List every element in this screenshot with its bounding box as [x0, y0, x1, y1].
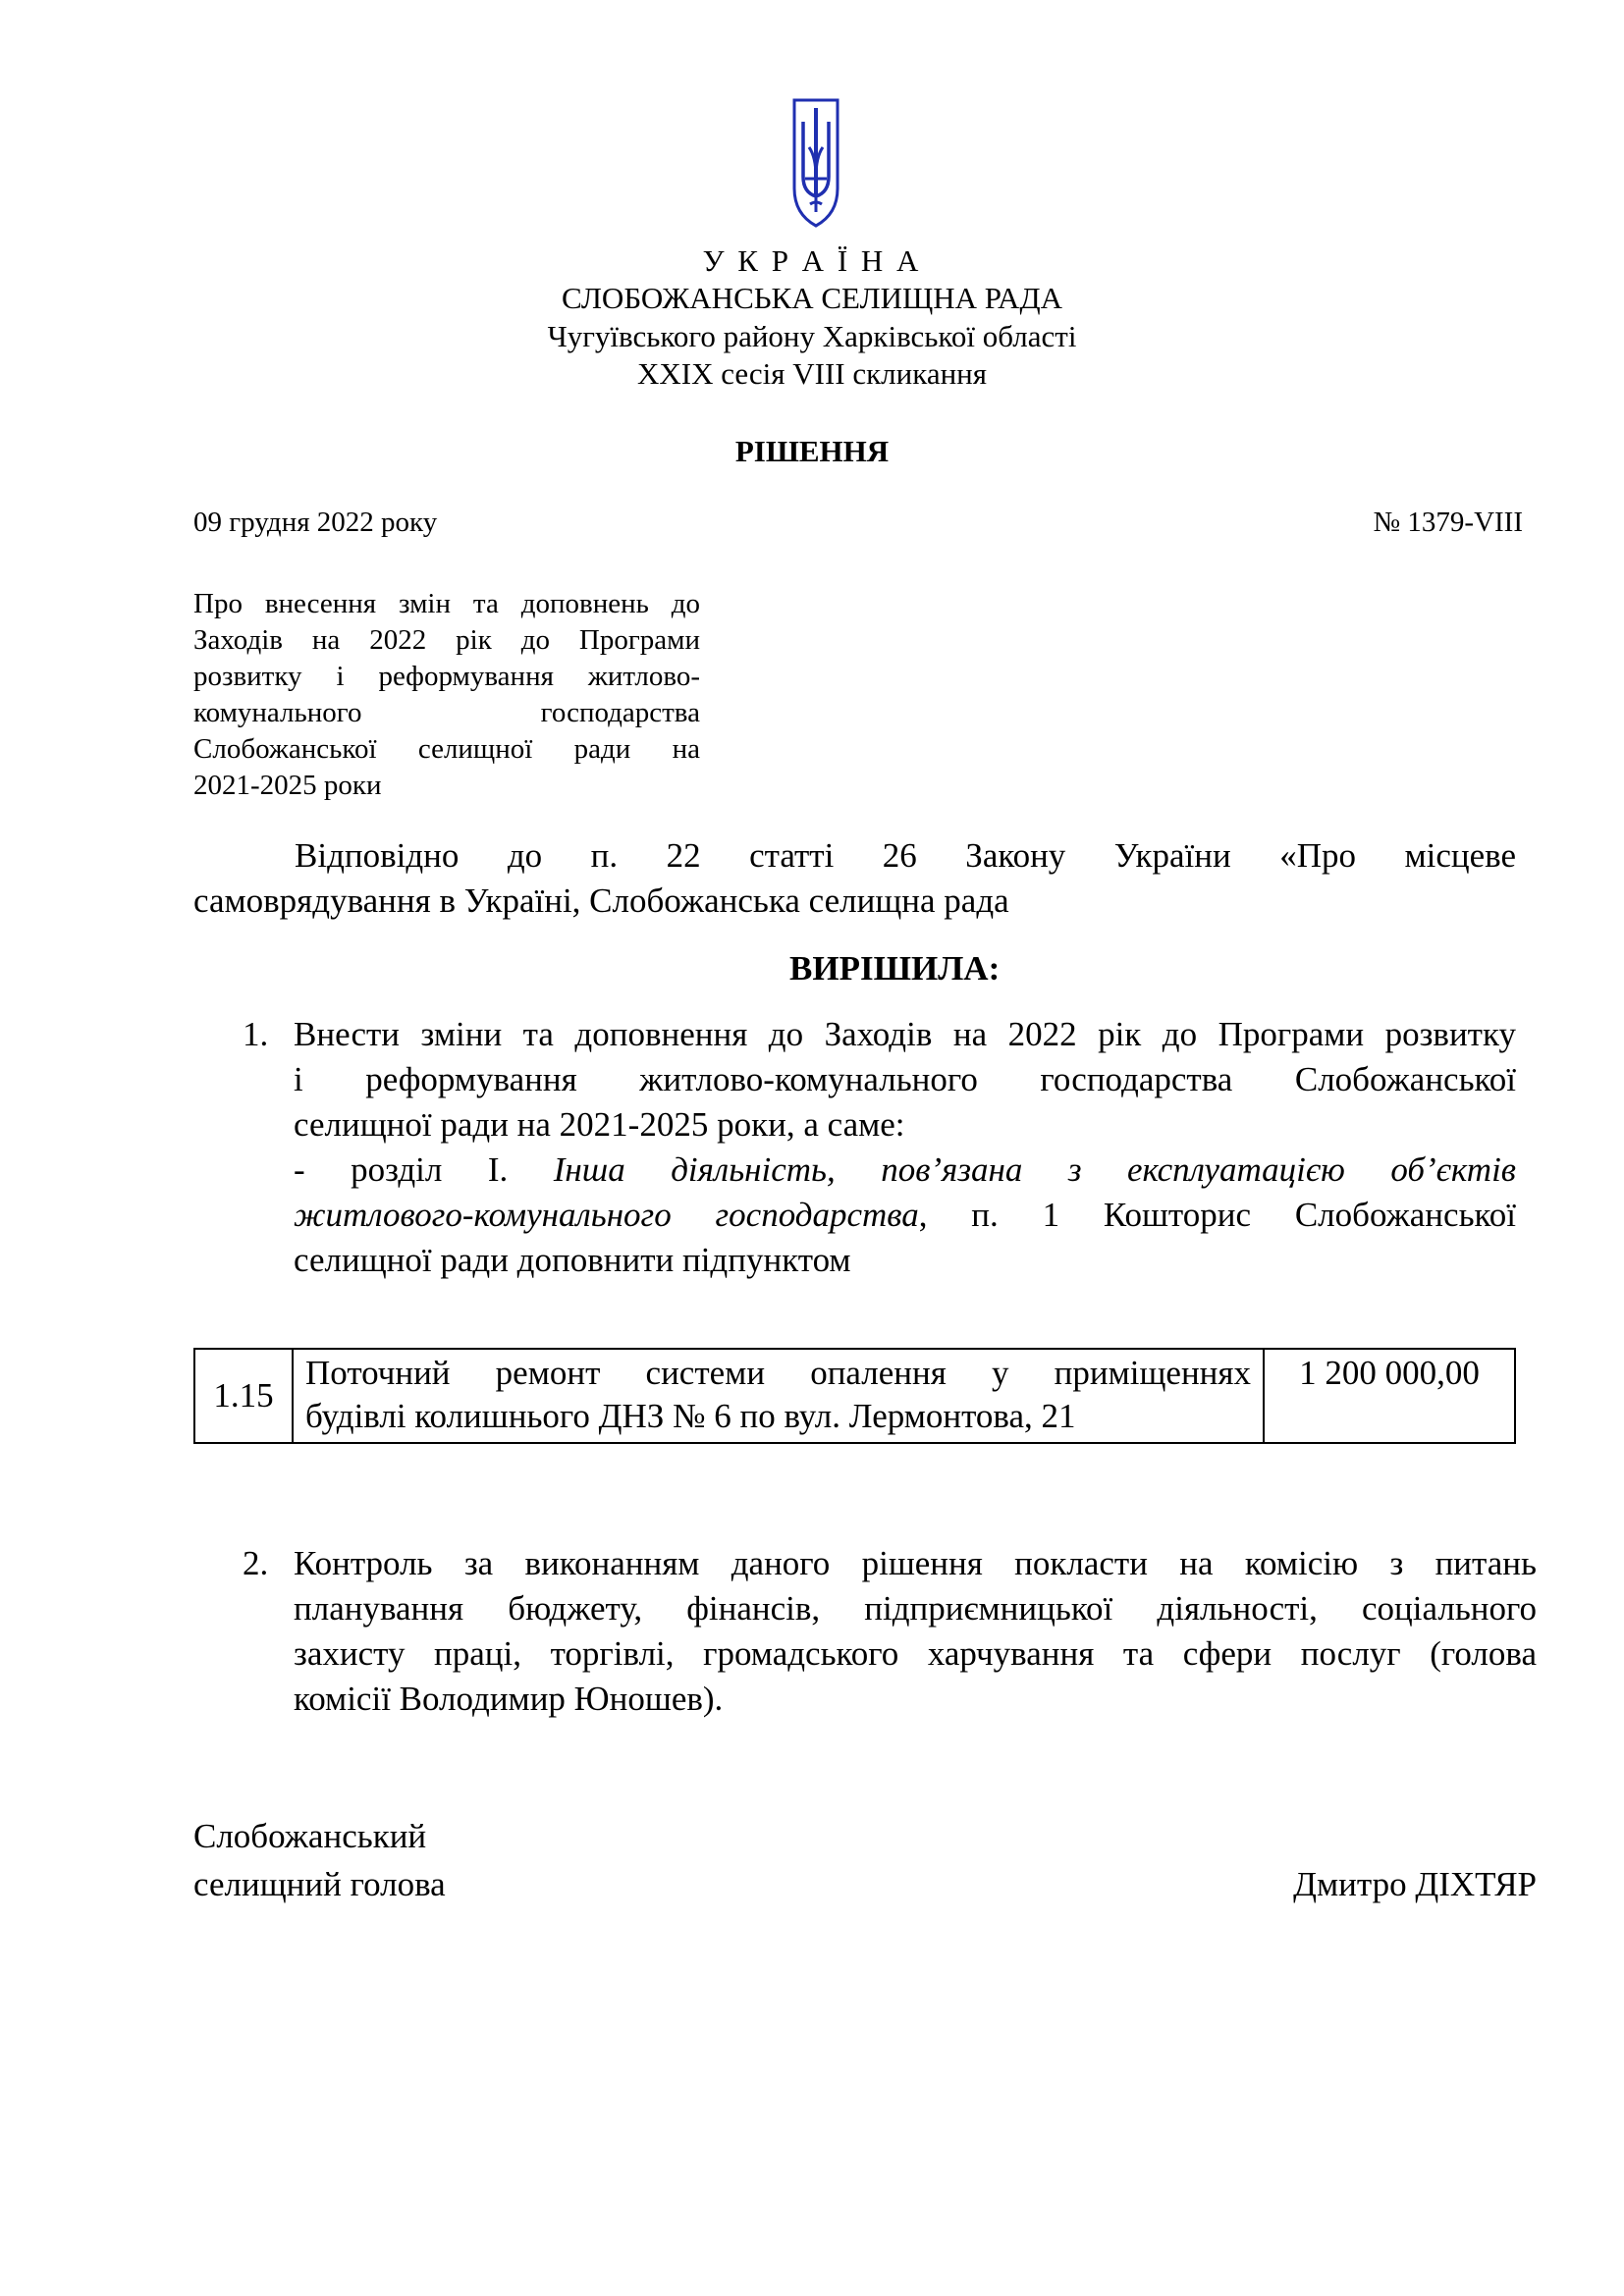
subject-line: Слобожанської селищної ради на [193, 733, 700, 765]
preamble [193, 833, 1516, 924]
document-type: РІШЕННЯ [734, 434, 890, 468]
coat-of-arms-icon [791, 98, 840, 228]
item-2-line: планування бюджету, фінансів, підприємницької діяльності, соціального [294, 1589, 1537, 1628]
subitem-table [193, 1348, 1516, 1444]
session-info: XXIX сесія VIII скликання [636, 356, 988, 391]
item-1-line: і реформування житлово-комунального господарства Слобожанської [294, 1060, 1516, 1098]
item-2-line: захисту праці, торгівлі, громадського харчування та сфери послуг (голова [294, 1634, 1537, 1673]
country-name: У К Р А Ї Н А [702, 243, 922, 278]
signatory-title-line: селищний голова [193, 1865, 446, 1903]
table-row [194, 1349, 1515, 1443]
subject-line: Заходів на 2022 рік до Програми [193, 624, 700, 656]
subject-line: розвитку і реформування житлово- [193, 661, 700, 692]
item-1-subline [294, 1148, 1516, 1193]
description-line: будівлі колишнього ДНЗ № 6 по вул. Лермонтова, 21 [305, 1397, 1076, 1435]
decision-date: 09 грудня 2022 року [193, 507, 438, 538]
decision-number: № 1379-VIII [1373, 507, 1523, 538]
item-2-line: комісії Володимир Юношев). [294, 1680, 724, 1718]
decision-subject [193, 586, 700, 804]
item-1-line: селищної ради на 2021-2025 роки, а саме: [294, 1105, 905, 1144]
subitem-description [293, 1349, 1264, 1443]
section-title-cont: житлового-комунального господарства [294, 1196, 919, 1234]
signatory-name: Дмитро ДІХТЯР [1293, 1865, 1537, 1903]
subject-line: Про внесення змін та доповнень до [193, 588, 700, 619]
item-1-line: Внести зміни та доповнення до Заходів на 2022 рік до Програми розвитку [294, 1015, 1516, 1053]
item-1-text [294, 1012, 1516, 1283]
estimate-reference: , п. 1 Кошторис Слобожанської [918, 1196, 1516, 1234]
subitem-amount: 1 200 000,00 [1264, 1349, 1515, 1443]
preamble-line: самоврядування в Україні, Слобожанська селищна рада [193, 881, 1009, 920]
district-name: Чугуївського району Харківської області [547, 319, 1077, 353]
item-1-subline [294, 1193, 1516, 1238]
subject-line: 2021-2025 роки [193, 770, 382, 801]
item-1-subline: селищної ради доповнити підпунктом [294, 1241, 851, 1279]
description-line: Поточний ремонт системи опалення у приміщеннях [305, 1354, 1251, 1392]
section-prefix: - розділ І. [294, 1150, 554, 1189]
section-title: Інша діяльність, пов’язана з експлуатацією об’єктів [553, 1150, 1516, 1189]
item-2-text [294, 1541, 1537, 1722]
item-1-number: 1. [243, 1015, 269, 1053]
preamble-line: Відповідно до п. 22 статті 26 Закону України «Про місцеве [295, 836, 1516, 875]
signatory-title-line: Слобожанський [193, 1817, 427, 1855]
item-2-line: Контроль за виконанням даного рішення покласти на комісію з питань [294, 1544, 1537, 1582]
subitem-code: 1.15 [194, 1349, 293, 1443]
resolved-heading: ВИРІШИЛА: [789, 949, 1001, 988]
council-name: СЛОБОЖАНСЬКА СЕЛИЩНА РАДА [562, 281, 1062, 315]
item-2-number: 2. [243, 1544, 269, 1582]
subject-line: комунального господарства [193, 697, 700, 728]
